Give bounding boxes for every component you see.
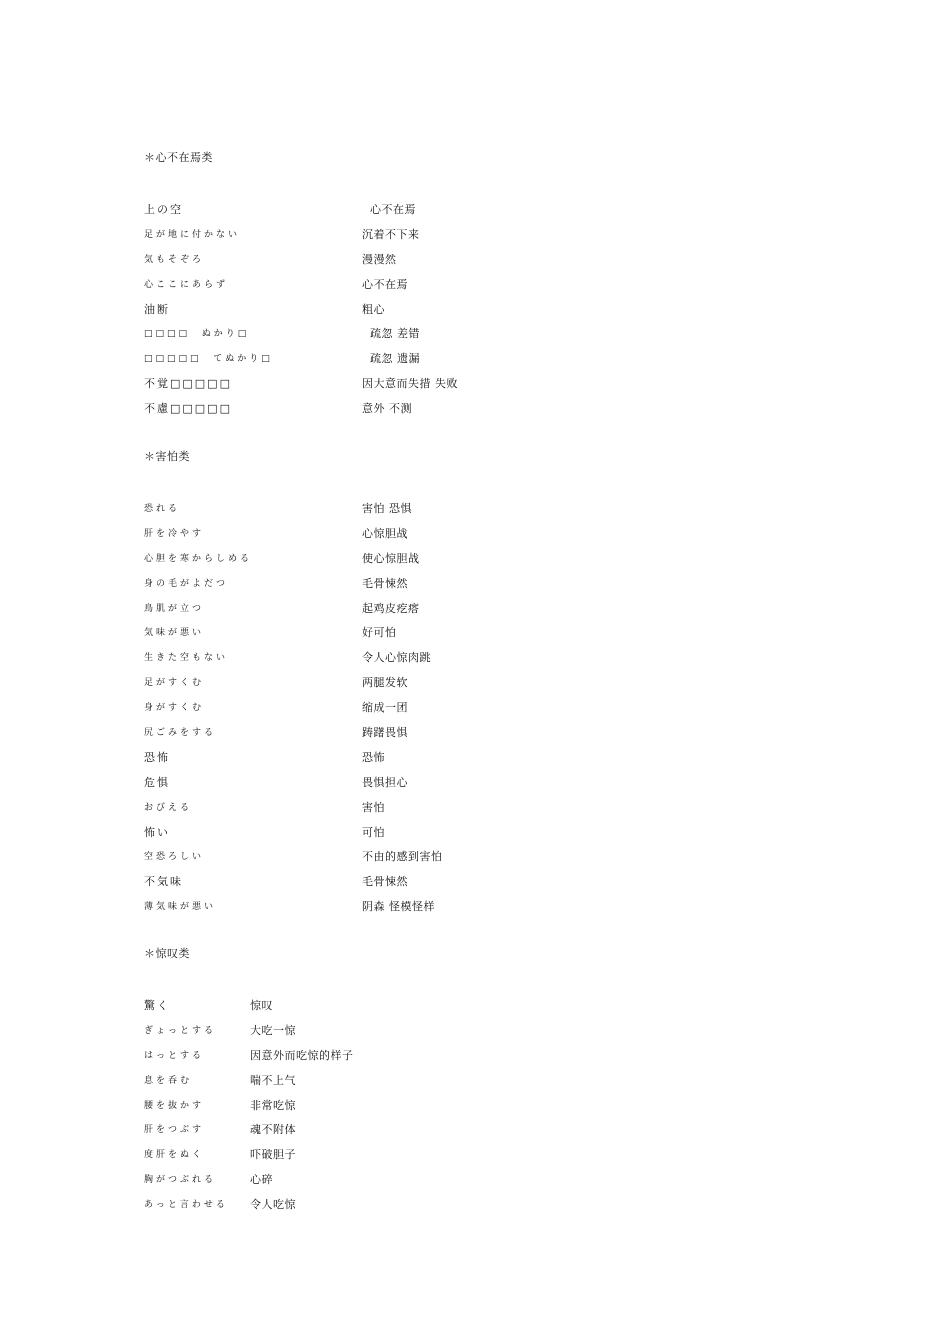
japanese-term: 身の毛がよだつ (144, 578, 229, 589)
japanese-term: あっと言わせる (144, 1200, 228, 1211)
section-heading: ＊惊叹类 (144, 947, 190, 960)
japanese-term: 腰を抜かす (144, 1100, 205, 1111)
japanese-term: おびえる (144, 802, 193, 813)
vocab-row (144, 497, 412, 522)
vocab-row (144, 721, 408, 746)
vocab-row (144, 1168, 273, 1193)
chinese-meaning: 毛骨悚然 (362, 576, 408, 590)
japanese-term: 薄気味が悪い (144, 902, 217, 913)
chinese-meaning: 恐怖 (362, 750, 385, 764)
japanese-term: 不慮□□□□□ (144, 402, 232, 416)
chinese-meaning: 大吃一惊 (250, 1023, 296, 1037)
chinese-meaning: 害怕 恐惧 (362, 502, 412, 515)
japanese-term: 身がすくむ (144, 703, 205, 714)
japanese-term: 空恐ろしい (144, 852, 205, 863)
vocab-row (144, 796, 385, 821)
japanese-term: はっとする (144, 1050, 205, 1061)
vocab-row (144, 198, 416, 223)
vocab-row (144, 522, 408, 547)
japanese-term: 気味が悪い (144, 628, 205, 639)
vocab-row (144, 845, 443, 870)
section-heading: ＊害怕类 (144, 450, 190, 463)
chinese-meaning: 畏惧担心 (362, 775, 408, 789)
japanese-term: 危惧 (144, 775, 170, 789)
vocab-row (144, 696, 408, 721)
japanese-term: 肝を冷やす (144, 528, 205, 539)
japanese-term: 上の空 (144, 203, 183, 216)
japanese-term: ぎょっとする (144, 1025, 217, 1036)
vocab-row (144, 572, 408, 597)
vocab-row (144, 1118, 296, 1143)
japanese-term: 生きた空もない (144, 653, 229, 664)
japanese-term: 不覚□□□□□ (144, 377, 232, 391)
chinese-meaning: 不由的感到害怕 (362, 850, 443, 864)
chinese-meaning: 喘不上气 (250, 1073, 296, 1087)
chinese-meaning: 毛骨悚然 (362, 875, 408, 889)
chinese-meaning: 因意外而吃惊的样子 (250, 1048, 354, 1062)
japanese-term: □□□□ ぬかり□ (144, 329, 250, 340)
chinese-meaning: 疏忽 差错 (362, 327, 420, 341)
section-fear (144, 447, 443, 920)
japanese-term: 胸がつぶれる (144, 1175, 217, 1186)
japanese-term: 度肝をぬく (144, 1150, 205, 1161)
vocab-row (144, 1193, 296, 1218)
chinese-meaning: 漫漫然 (362, 252, 397, 266)
japanese-term: 足がすくむ (144, 678, 205, 689)
section-heading: ＊心不在焉类 (144, 151, 213, 164)
japanese-term: □□□□□ てぬかり□ (144, 354, 273, 365)
vocab-row (144, 621, 397, 646)
chinese-meaning: 心不在焉 (362, 203, 416, 216)
vocab-row (144, 1019, 296, 1044)
chinese-meaning: 踌躇畏惧 (362, 726, 408, 740)
japanese-term: 足が地に付かない (144, 229, 241, 240)
chinese-meaning: 魂不附体 (250, 1123, 296, 1137)
vocab-row (144, 248, 397, 273)
vocab-row (144, 895, 435, 920)
chinese-meaning: 缩成一团 (362, 701, 408, 715)
chinese-meaning: 好可怕 (362, 626, 397, 640)
vocab-row (144, 870, 408, 895)
japanese-term: 驚く (144, 999, 170, 1012)
vocab-row (144, 746, 385, 771)
japanese-term: 鳥肌が立つ (144, 603, 205, 614)
vocab-row (144, 347, 420, 372)
vocab-row (144, 671, 408, 696)
chinese-meaning: 心碎 (250, 1173, 273, 1187)
japanese-term: 恐怖 (144, 750, 170, 764)
chinese-meaning: 吓破胆子 (250, 1148, 296, 1162)
chinese-meaning: 令人吃惊 (250, 1198, 296, 1212)
vocab-row (144, 397, 412, 422)
vocab-row (144, 372, 458, 397)
vocab-row (144, 646, 431, 671)
vocab-row (144, 547, 420, 572)
vocab-row (144, 322, 420, 347)
vocab-list (144, 198, 458, 422)
chinese-meaning: 心惊胆战 (362, 526, 408, 540)
vocab-row (144, 1143, 296, 1168)
japanese-term: 怖い (144, 825, 170, 839)
vocab-row (144, 1044, 354, 1069)
vocab-row (144, 994, 273, 1019)
japanese-term: 油断 (144, 302, 170, 316)
chinese-meaning: 非常吃惊 (250, 1098, 296, 1112)
chinese-meaning: 令人心惊肉跳 (362, 651, 431, 665)
vocab-row (144, 223, 420, 248)
vocab-row (144, 273, 408, 298)
japanese-term: 尻ごみをする (144, 728, 217, 739)
japanese-term: 心胆を寒からしめる (144, 553, 253, 564)
vocab-row (144, 771, 408, 796)
vocab-row (144, 821, 385, 846)
chinese-meaning: 使心惊胆战 (362, 551, 420, 565)
japanese-term: 肝をつぶす (144, 1125, 205, 1136)
japanese-term: 心ここにあらず (144, 279, 229, 290)
vocab-row (144, 597, 420, 622)
chinese-meaning: 心不在焉 (362, 277, 408, 291)
vocab-row (144, 1094, 296, 1119)
chinese-meaning: 沉着不下来 (362, 227, 420, 241)
vocab-row (144, 298, 385, 323)
section-surprise (144, 944, 354, 1218)
chinese-meaning: 可怕 (362, 825, 385, 839)
japanese-term: 不気味 (144, 875, 183, 889)
section-absentminded (144, 148, 458, 422)
chinese-meaning: 起鸡皮疙瘩 (362, 601, 420, 615)
chinese-meaning: 两腿发软 (362, 676, 408, 690)
chinese-meaning: 疏忽 遗漏 (362, 352, 420, 366)
chinese-meaning: 因大意而失措 失败 (362, 377, 458, 391)
chinese-meaning: 惊叹 (250, 999, 273, 1012)
vocab-list (144, 497, 443, 920)
chinese-meaning: 害怕 (362, 800, 385, 814)
japanese-term: 恐れる (144, 504, 181, 514)
chinese-meaning: 阴森 怪模怪样 (362, 900, 435, 914)
chinese-meaning: 意外 不测 (362, 402, 412, 416)
chinese-meaning: 粗心 (362, 302, 385, 316)
vocab-list (144, 994, 354, 1218)
vocab-row (144, 1069, 296, 1094)
japanese-term: 気もそぞろ (144, 254, 205, 265)
japanese-term: 息を呑む (144, 1075, 193, 1086)
